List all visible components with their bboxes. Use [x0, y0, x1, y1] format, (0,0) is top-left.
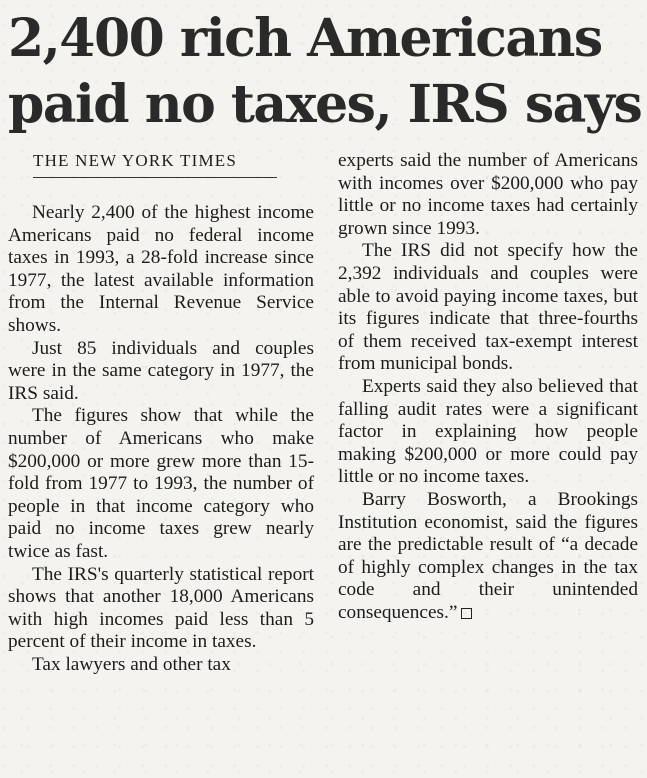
article-column-right [338, 150, 638, 624]
paragraph: Just 85 individuals and couples were in the same category in 1977, the IRS said. [8, 337, 314, 404]
paragraph-final [338, 489, 638, 625]
paragraph: Tax lawyers and other tax [32, 653, 231, 675]
paragraph: The figures show that while the number of Americans who make $200,000 or more grew more than 15-fold from 1977 to 1993, the number of people in that income category who paid no income taxes grew nearly twice as fast. [8, 405, 314, 562]
headline-line-2: paid no taxes, IRS says [8, 74, 642, 135]
end-of-story-icon [461, 608, 472, 619]
paragraph: The IRS did not specify how the 2,392 individuals and couples were able to avoid paying income taxes, but its figures indicate that three-fourths of them received tax-exempt interest from municipal bonds. [338, 240, 638, 375]
byline: THE NEW YORK TIMES [33, 151, 277, 178]
article-column-left [8, 202, 314, 676]
headline-line-1: 2,400 rich Americans [8, 8, 602, 69]
paragraph: The IRS's quarterly statistical report shows that another 18,000 Americans with high incomes paid less than 5 percent of their income in taxes. [8, 563, 314, 653]
paragraph: Nearly 2,400 of the highest income Americans paid no federal income taxes in 1993, a 28-fold increase since 1977, the latest available information from the Internal Revenue Service shows. [8, 202, 314, 336]
final-paragraph-text: Barry Bosworth, a Brookings Institution economist, said the figures are the predictable result of “a decade of highly complex changes in the tax code and their unintended consequences.” [338, 488, 638, 623]
paragraph: experts said the number of Americans with incomes over $200,000 who pay little or no income taxes had certainly grown since 1993. [338, 150, 638, 239]
paragraph: Experts said they also believed that falling audit rates were a significant factor in explaining how people making $200,000 or more could pay little or no income taxes. [338, 375, 638, 488]
headline [8, 6, 640, 138]
